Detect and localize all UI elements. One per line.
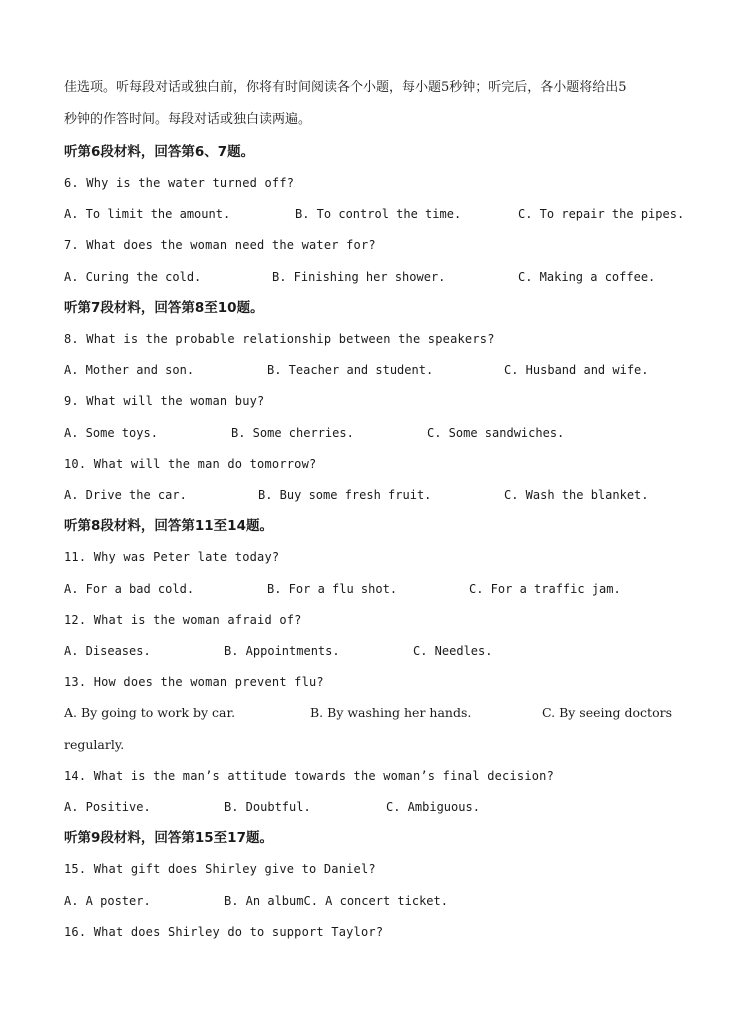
- question-14-stem: 14. What is the man’s attitude towards the woman’s final decision?: [64, 769, 555, 783]
- question-11-stem: 11. Why was Peter late today?: [64, 550, 280, 564]
- question-13-stem: 13. How does the woman prevent flu?: [64, 675, 324, 689]
- section-heading-6: 听第6段材料，回答第6、7题。: [64, 144, 255, 160]
- question-9-option-a: A. Some toys.: [64, 426, 158, 440]
- question-10-option-c: C. Wash the blanket.: [504, 488, 649, 502]
- question-11-option-c: C. For a traffic jam.: [469, 582, 621, 596]
- question-6-option-b: B. To control the time.: [295, 207, 462, 221]
- question-14-option-a: A. Positive.: [64, 800, 151, 814]
- question-8-stem: 8. What is the probable relationship between the speakers?: [64, 332, 495, 346]
- question-8-option-a: A. Mother and son.: [64, 363, 195, 377]
- question-15-option-a: A. A poster.: [64, 894, 151, 908]
- question-16-stem: 16. What does Shirley do to support Taylor?: [64, 925, 384, 939]
- question-11-option-a: A. For a bad cold.: [64, 582, 195, 596]
- question-14-option-c: C. Ambiguous.: [386, 800, 480, 814]
- question-13-option-a: A. By going to work by car.: [64, 705, 236, 720]
- section-heading-9: 听第9段材料，回答第15至17题。: [64, 830, 273, 846]
- question-7-option-a: A. Curing the cold.: [64, 270, 202, 284]
- question-13-option-c-continued: regularly.: [64, 737, 125, 752]
- question-8-option-b: B. Teacher and student.: [267, 363, 434, 377]
- question-6-option-c: C. To repair the pipes.: [518, 207, 685, 221]
- question-7-option-b: B. Finishing her shower.: [272, 270, 446, 284]
- question-12-option-c: C. Needles.: [413, 644, 493, 658]
- question-9-option-c: C. Some sandwiches.: [427, 426, 565, 440]
- question-8-option-c: C. Husband and wife.: [504, 363, 649, 377]
- question-7-option-c: C. Making a coffee.: [518, 270, 656, 284]
- intro-line-2: 秒钟的作答时间。每段对话或独白读两遍。: [64, 112, 312, 127]
- question-11-option-b: B. For a flu shot.: [267, 582, 398, 596]
- question-12-stem: 12. What is the woman afraid of?: [64, 613, 302, 627]
- question-12-option-b: B. Appointments.: [224, 644, 340, 658]
- section-heading-8: 听第8段材料，回答第11至14题。: [64, 518, 273, 534]
- intro-line-1: 佳选项。听每段对话或独白前，你将有时间阅读各个小题，每小题5秒钟；听完后，各小题将给出5: [64, 80, 627, 95]
- question-9-stem: 9. What will the woman buy?: [64, 394, 265, 408]
- question-7-stem: 7. What does the woman need the water for?: [64, 238, 376, 252]
- question-13-option-c: C. By seeing doctors: [542, 705, 672, 720]
- question-10-option-b: B. Buy some fresh fruit.: [258, 488, 432, 502]
- question-15-option-bc: B. An albumC. A concert ticket.: [224, 894, 448, 908]
- question-6-stem: 6. Why is the water turned off?: [64, 176, 295, 190]
- question-14-option-b: B. Doubtful.: [224, 800, 311, 814]
- question-9-option-b: B. Some cherries.: [231, 426, 354, 440]
- section-heading-7: 听第7段材料，回答第8至10题。: [64, 300, 264, 316]
- question-15-stem: 15. What gift does Shirley give to Daniel?: [64, 862, 376, 876]
- question-10-stem: 10. What will the man do tomorrow?: [64, 457, 317, 471]
- question-6-option-a: A. To limit the amount.: [64, 207, 231, 221]
- question-10-option-a: A. Drive the car.: [64, 488, 187, 502]
- question-13-option-b: B. By washing her hands.: [310, 705, 472, 720]
- question-12-option-a: A. Diseases.: [64, 644, 151, 658]
